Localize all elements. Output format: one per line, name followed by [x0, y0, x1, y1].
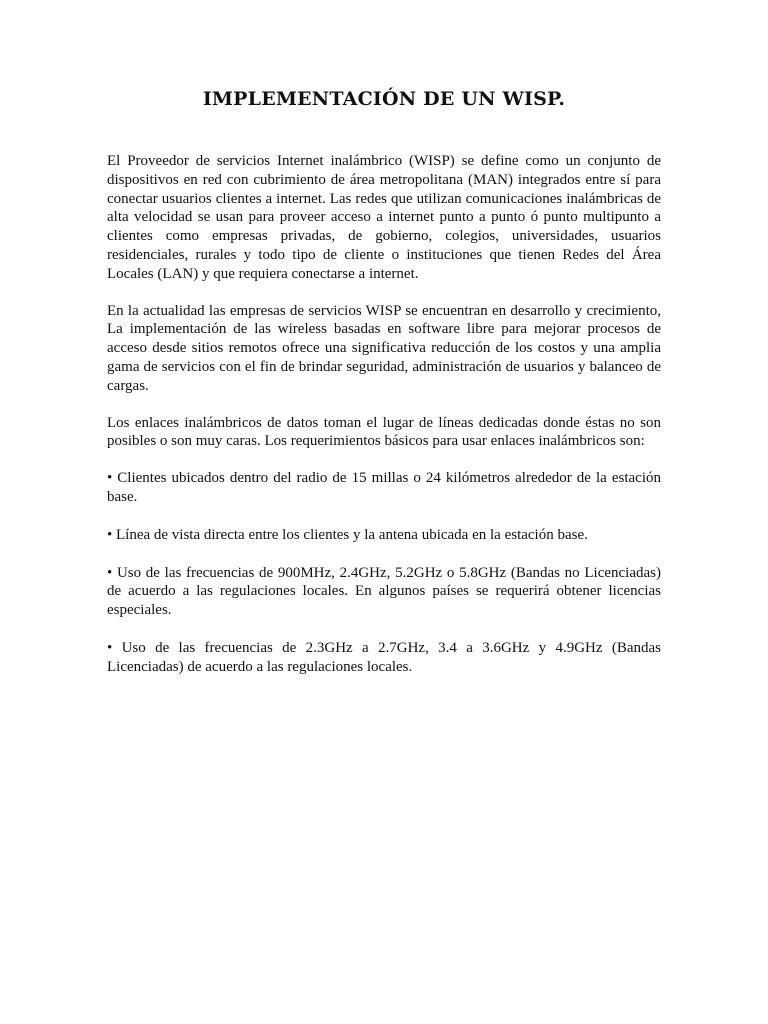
bullet-licensed-bands: • Uso de las frecuencias de 2.3GHz a 2.7GHz, 3.4 a 3.6GHz y 4.9GHz (Bandas Licenciadas) de acuerdo a las regulaciones locales.	[107, 639, 661, 675]
paragraph-requirements-intro: Los enlaces inalámbricos de datos toman el lugar de líneas dedicadas donde éstas no son posibles o son muy caras. Los requerimientos básicos para usar enlaces inalámbricos son:	[107, 414, 661, 450]
paragraph-current-situation: En la actualidad las empresas de servicios WISP se encuentran en desarrollo y crecimiento, La implementación de las wireless basadas en software libre para mejorar procesos de acceso desde sitios remotos ofrece una significativa reducción de los costos y una amplia gama de servicios con el fin de brindar seguridad, administración de usuarios y balanceo de cargas.	[107, 302, 661, 394]
paragraph-wisp-definition: El Proveedor de servicios Internet inalámbrico (WISP) se define como un conjunto de dispositivos en red con cubrimiento de área metropolitana (MAN) integrados entre sí para conectar usuarios clientes a internet. Las redes que utilizan comunicaciones inalámbricas de alta velocidad se usan para proveer acceso a internet punto a punto ó punto multipunto a clientes como empresas privadas, de gobierno, colegios, universidades, usuarios residenciales, rurales y todo tipo de cliente o instituciones que tienen Redes del Área Locales (LAN) y que requiera conectarse a internet.	[107, 153, 661, 282]
bullet-line-of-sight: • Línea de vista directa entre los clientes y la antena ubicada en la estación base.	[107, 526, 588, 543]
document-body	[107, 152, 661, 696]
bullet-client-radius: • Clientes ubicados dentro del radio de 15 millas o 24 kilómetros alrededor de la estación base.	[107, 470, 661, 505]
document-title: IMPLEMENTACIÓN DE UN WISP.	[202, 88, 566, 110]
bullet-unlicensed-bands: • Uso de las frecuencias de 900MHz, 2.4GHz, 5.2GHz o 5.8GHz (Bandas no Licenciadas) de acuerdo a las regulaciones locales. En algunos países se requerirá obtener licencias especiales.	[107, 564, 661, 619]
